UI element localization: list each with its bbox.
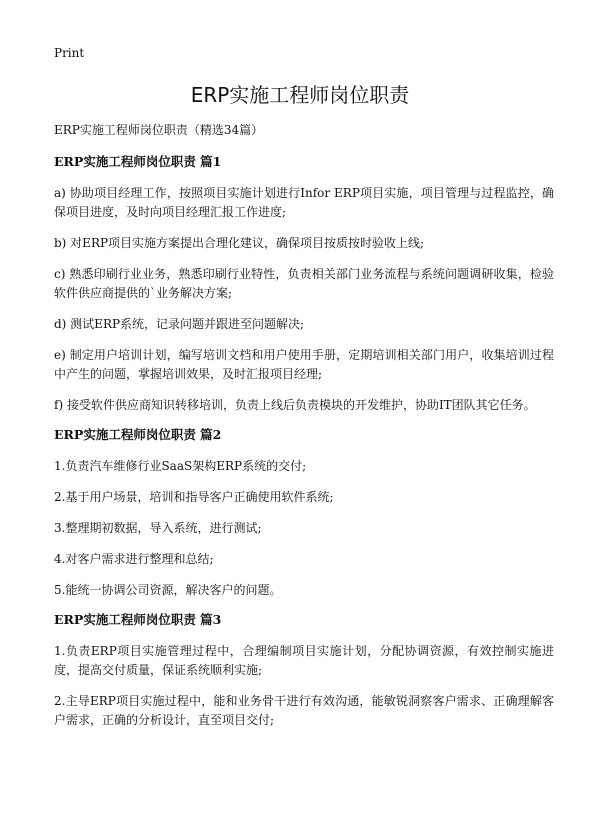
paragraph: c) 熟悉印刷行业业务，熟悉印刷行业特性，负责相关部门业务流程与系统问题调研收集，检验软件供应商提供的`业务解决方案;	[54, 267, 554, 300]
paragraph: 2.主导ERP项目实施过程中，能和业务骨干进行有效沟通，能敏锐洞察客户需求、正确理解客户需求，正确的分析设计，直至项目交付;	[54, 694, 554, 727]
paragraph: 1.负责汽车维修行业SaaS架构ERP系统的交付;	[54, 459, 307, 473]
paragraph: 5.能统一协调公司资源，解决客户的问题。	[54, 583, 282, 597]
paragraph: d) 测试ERP系统，记录问题并跟进至问题解决;	[54, 317, 305, 331]
document-subtitle: ERP实施工程师岗位职责（精选34篇）	[54, 123, 264, 137]
paragraph: a) 协助项目经理工作，按照项目实施计划进行Infor ERP项目实施，项目管理与过程监控，确保项目进度，及时向项目经理汇报工作进度;	[54, 186, 554, 219]
paragraph: 3.整理期初数据，导入系统，进行测试;	[54, 521, 262, 535]
section-heading: ERP实施工程师岗位职责 篇2	[54, 427, 222, 442]
paragraph: 1.负责ERP项目实施管理过程中，合理编制项目实施计划，分配协调资源，有效控制实施进度，提高交付质量，保证系统顺利实施;	[54, 644, 554, 677]
section-3	[54, 612, 554, 730]
section-2	[54, 427, 554, 600]
section-heading: ERP实施工程师岗位职责 篇3	[54, 612, 222, 627]
print-label: Print	[54, 46, 85, 60]
document-body	[54, 122, 554, 742]
document-title: ERP实施工程师岗位职责	[190, 83, 410, 107]
section-1	[54, 154, 554, 415]
paragraph: 2.基于用户场景，培训和指导客户正确使用软件系统;	[54, 490, 334, 504]
paragraph: 4.对客户需求进行整理和总结;	[54, 552, 214, 566]
paragraph: e) 制定用户培训计划，编写培训文档和用户使用手册，定期培训相关部门用户，收集培训过程中产生的问题，掌握培训效果，及时汇报项目经理;	[54, 348, 554, 381]
section-heading: ERP实施工程师岗位职责 篇1	[54, 154, 222, 169]
paragraph: b) 对ERP项目实施方案提出合理化建议，确保项目按质按时验收上线;	[54, 236, 425, 250]
paragraph: f) 接受软件供应商知识转移培训，负责上线后负责模块的开发维护，协助IT团队其它任务。	[54, 398, 536, 412]
